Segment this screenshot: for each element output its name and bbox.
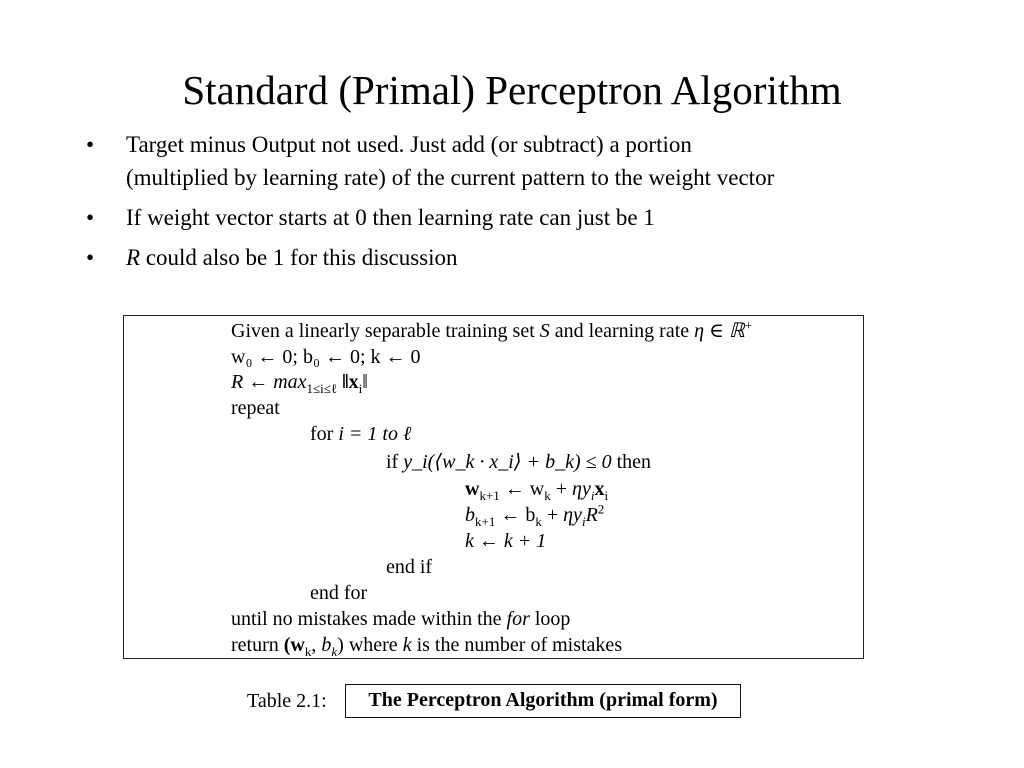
bullet-list <box>86 128 986 281</box>
algo-then-kw: then <box>616 451 652 473</box>
algo-update-k: k ← k + 1 <box>465 530 547 552</box>
algo-until-for: for <box>506 608 530 630</box>
algo-r-norm-end: ‖ <box>362 371 368 393</box>
bullet-item <box>86 241 986 274</box>
algo-init-line: w₀ ← 0; b₀ ← 0; k ← 0 <box>231 346 421 368</box>
bullet-dot: • <box>86 245 95 270</box>
algo-r-norm: ‖x <box>342 371 359 393</box>
algo-set-s: S <box>539 320 550 342</box>
algo-r-assign: R ← max <box>231 371 307 393</box>
algo-return-tuple: (w <box>283 634 305 656</box>
algo-r-sub: 1≤i≤ℓ <box>306 381 338 396</box>
bullet-item <box>86 201 986 234</box>
algo-if-cond: y_i(⟨w_k · x_i⟩ + b_k) ≤ 0 <box>403 451 612 473</box>
algo-return-line: return ($w_k$, $b_k$) where k is the number of mistakes <box>231 634 623 659</box>
algo-b-symbol: b <box>465 504 475 526</box>
algo-eta-sup: + <box>744 317 753 333</box>
algo-w-rest: ← w <box>504 478 545 500</box>
algo-eta-domain: η ∈ ℝ <box>694 320 745 342</box>
algo-until-text: until no mistakes made within the <box>231 608 502 630</box>
algo-if-kw: if <box>386 451 399 473</box>
algo-r-norm-sub: i <box>358 381 363 396</box>
algo-update-b: $b_{k+1}$ ← $b_k + \eta y_iR^2$ <box>465 501 605 529</box>
bullet-dot: • <box>86 132 95 157</box>
bullet-text: could also be 1 for this discussion <box>140 245 458 270</box>
bullet-dot: • <box>86 205 95 230</box>
algo-return-kw: return <box>231 634 279 656</box>
table-caption-label: Table 2.1: <box>247 690 327 712</box>
algo-and-text: and learning rate <box>554 320 690 342</box>
algo-w-symbol: w <box>465 478 480 500</box>
table-caption-box: The Perceptron Algorithm (primal form) <box>345 684 741 718</box>
bullet-italic-r: R <box>126 245 141 270</box>
algo-until-line <box>231 607 570 631</box>
algo-return-where: where <box>348 634 398 656</box>
algorithm-box <box>123 315 864 659</box>
algo-b-rest: ← b <box>500 504 536 526</box>
algo-end-for: end for <box>310 582 368 604</box>
algo-repeat: repeat <box>231 397 280 419</box>
algo-if-line <box>386 450 651 474</box>
algo-end-if: end if <box>386 556 433 578</box>
slide-title: Standard (Primal) Perceptron Algorithm <box>182 67 842 113</box>
bullet-text: Target minus Output not used. Just add (or subtract) a portion <box>126 132 692 157</box>
algo-given-line <box>231 319 752 343</box>
algo-for-line <box>310 422 411 446</box>
bullet-text: If weight vector starts at 0 then learning rate can just be 1 <box>126 205 655 230</box>
algo-return-rest: is the number of mistakes <box>416 634 623 656</box>
bullet-text-continued: (multiplied by learning rate) of the current pattern to the weight vector <box>126 165 775 190</box>
algo-for-kw: for <box>310 423 334 445</box>
algo-return-k: k <box>402 634 412 656</box>
algo-until-loop: loop <box>534 608 571 630</box>
bullet-item <box>86 128 986 194</box>
algo-given-text: Given a linearly separable training set <box>231 320 535 342</box>
algo-for-range: i = 1 to ℓ <box>338 423 412 445</box>
algo-update-w: $w_{k+1}$ ← $w_k + \eta y_ix_i$ <box>465 478 609 503</box>
algo-r-line <box>231 370 368 394</box>
